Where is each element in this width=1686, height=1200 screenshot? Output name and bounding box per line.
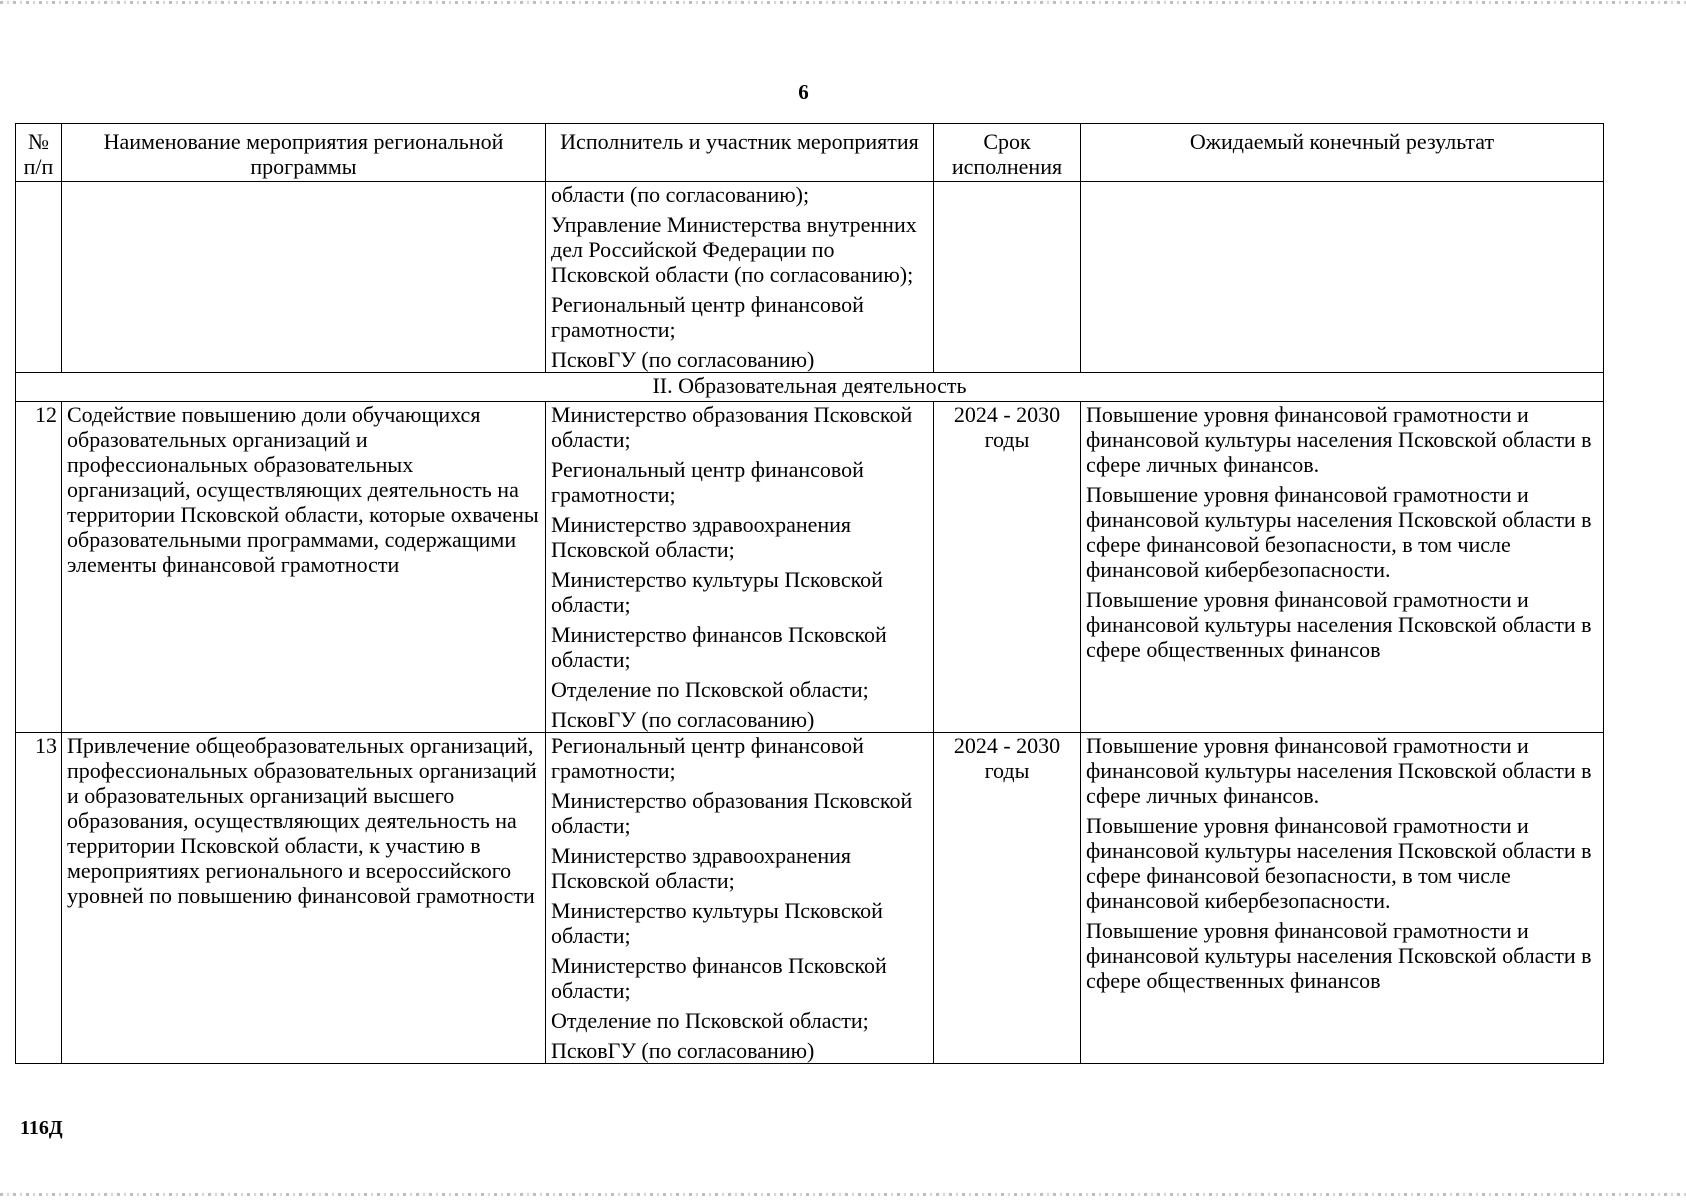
- executor-item: Министерство финансов Псковской области;: [551, 622, 887, 672]
- cell-results: [1081, 402, 1604, 733]
- executor-item: Управление Министерства внутренних дел Российской Федерации по Псковской области (по согласованию);: [551, 212, 917, 287]
- executor-item: Отделение по Псковской области;: [551, 1008, 869, 1033]
- result-item: Повышение уровня финансовой грамотности и финансовой культуры населения Псковской области в сфере общественных финансов: [1086, 587, 1592, 662]
- executor-item: Региональный центр финансовой грамотности;: [551, 733, 864, 783]
- page-number: 6: [798, 80, 809, 104]
- cell-deadline: 2024 - 2030 годы: [934, 402, 1081, 733]
- cell-deadline: 2024 - 2030 годы: [934, 733, 1081, 1064]
- result-item: Повышение уровня финансовой грамотности и финансовой культуры населения Псковской области в сфере личных финансов.: [1086, 733, 1592, 808]
- cell-name: [62, 182, 546, 373]
- result-item: Повышение уровня финансовой грамотности и финансовой культуры населения Псковской области в сфере личных финансов.: [1086, 402, 1592, 477]
- result-item: Повышение уровня финансовой грамотности и финансовой культуры населения Псковской области в сфере финансовой безопасности, в том числе финансовой кибербезопасности.: [1086, 813, 1592, 913]
- table-row-continuation: [16, 182, 1604, 373]
- table-row: [16, 733, 1604, 1064]
- executor-item: Министерство культуры Псковской области;: [551, 898, 883, 948]
- header-deadline: Срок исполнения: [934, 124, 1081, 182]
- cell-name: Содействие повышению доли обучающихся образовательных организаций и профессиональных образовательных организаций, осуществляющих деятельность на территории Псковской области, которые охвачены образовательными программами, содержащими элементы финансовой грамотности: [62, 402, 546, 733]
- table-header-row: [16, 124, 1604, 182]
- header-result: Ожидаемый конечный результат: [1081, 124, 1604, 182]
- scan-edge-top: [0, 1, 1686, 4]
- executor-item: ПсковГУ (по согласованию): [551, 347, 815, 372]
- executor-item: ПсковГУ (по согласованию): [551, 707, 815, 732]
- executor-item: Отделение по Псковской области;: [551, 677, 869, 702]
- cell-executors: [546, 182, 934, 373]
- document-code: 116Д: [20, 1117, 63, 1139]
- executor-item: ПсковГУ (по согласованию): [551, 1038, 815, 1063]
- executor-item: Министерство здравоохранения Псковской области;: [551, 843, 852, 893]
- cell-number: 13: [16, 733, 62, 1064]
- header-name: Наименование мероприятия региональной программы: [62, 124, 546, 182]
- cell-executors: [546, 733, 934, 1064]
- header-executor: Исполнитель и участник мероприятия: [546, 124, 934, 182]
- cell-name: Привлечение общеобразовательных организаций, профессиональных образовательных организаций и образовательных организаций высшего образования, осуществляющих деятельность на территории Псковской области, к участию в мероприятиях регионального и всероссийского уровней по повышению финансовой грамотности: [62, 733, 546, 1064]
- executor-item: Министерство образования Псковской области;: [551, 788, 913, 838]
- executor-item: Министерство здравоохранения Псковской области;: [551, 512, 852, 562]
- executor-item: Министерство культуры Псковской области;: [551, 567, 883, 617]
- table-row: [16, 402, 1604, 733]
- cell-number: 12: [16, 402, 62, 733]
- cell-executors: [546, 402, 934, 733]
- scan-edge-bottom: [0, 1193, 1686, 1196]
- cell-result: [1081, 182, 1604, 373]
- header-number: № п/п: [16, 124, 62, 182]
- executor-item: Региональный центр финансовой грамотности;: [551, 457, 864, 507]
- result-item: Повышение уровня финансовой грамотности и финансовой культуры населения Псковской области в сфере финансовой безопасности, в том числе финансовой кибербезопасности.: [1086, 482, 1592, 582]
- cell-deadline: [934, 182, 1081, 373]
- executor-item: области (по согласованию);: [551, 182, 810, 207]
- executor-item: Министерство образования Псковской области;: [551, 402, 913, 452]
- section-row: [16, 373, 1604, 402]
- executor-item: Министерство финансов Псковской области;: [551, 953, 887, 1003]
- result-item: Повышение уровня финансовой грамотности и финансовой культуры населения Псковской области в сфере общественных финансов: [1086, 918, 1592, 993]
- section-title: II. Образовательная деятельность: [16, 373, 1604, 402]
- program-table: [15, 123, 1604, 1064]
- cell-results: [1081, 733, 1604, 1064]
- executor-item: Региональный центр финансовой грамотности;: [551, 292, 864, 342]
- cell-number: [16, 182, 62, 373]
